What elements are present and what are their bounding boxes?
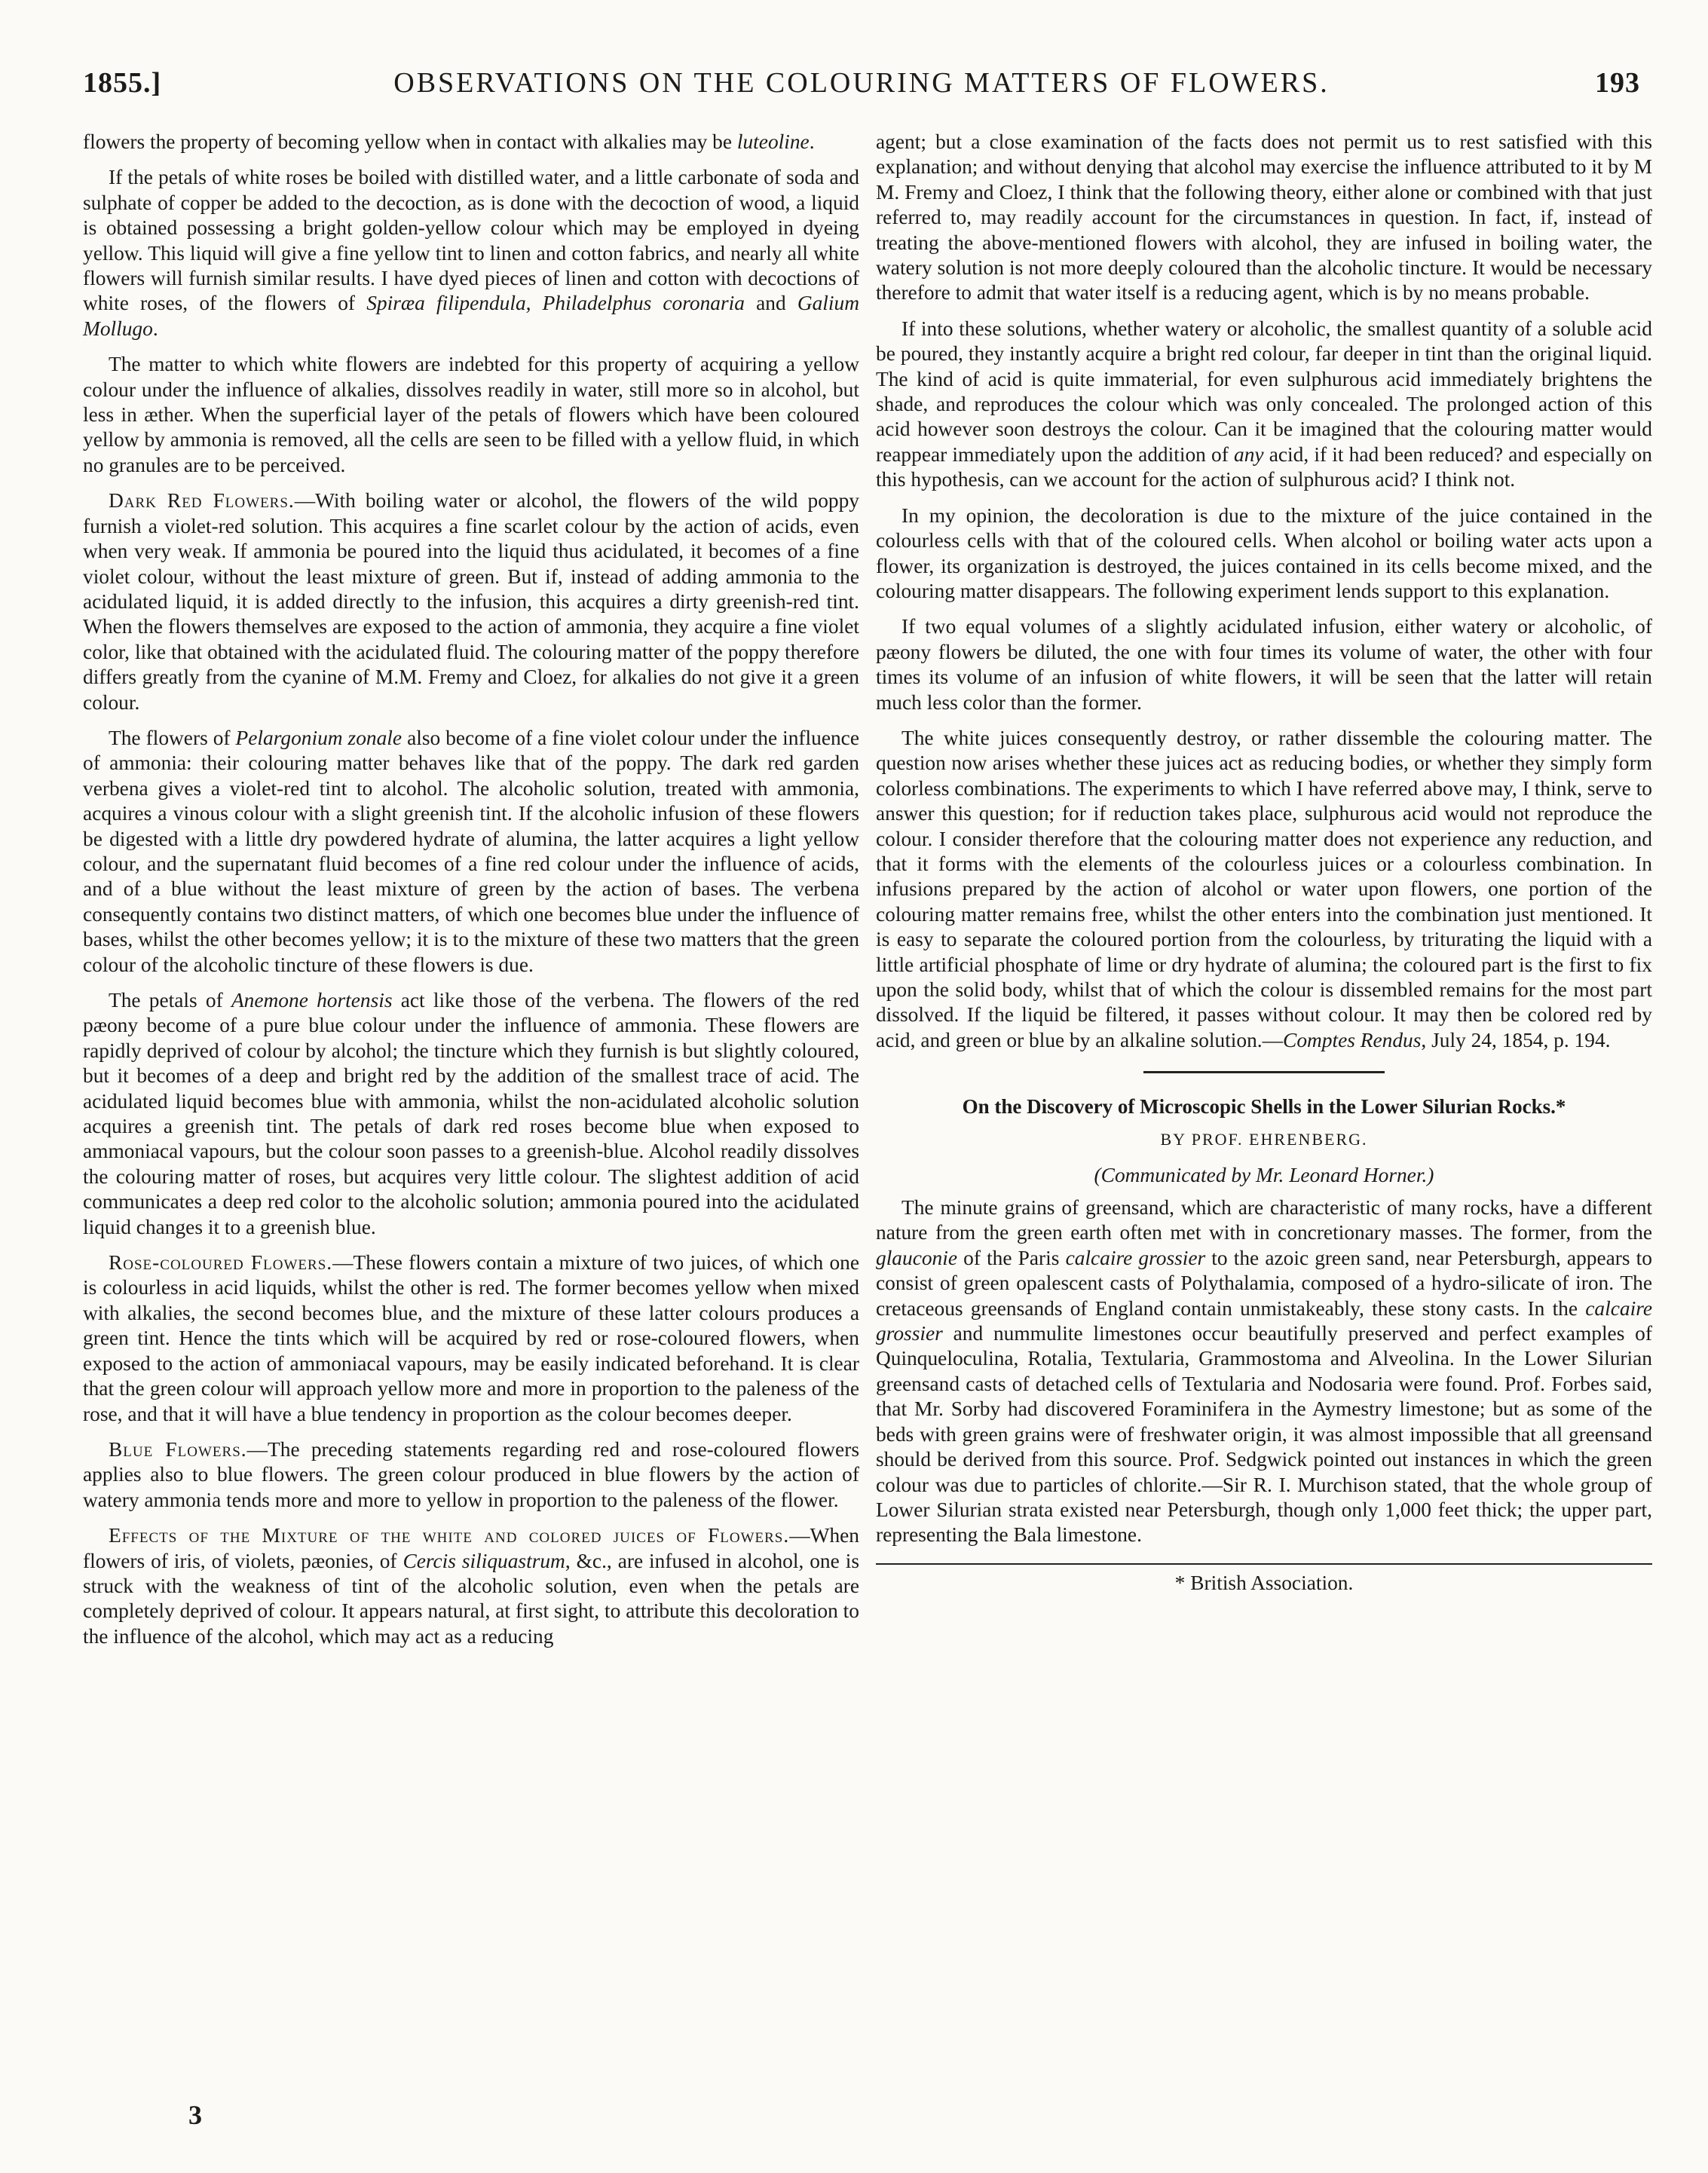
paragraph: Dark Red Flowers.—With boiling water or alcohol, the flowers of the wild poppy furnish a violet-red solution. This acquires a fine scarlet colour by the action of acids, even when very weak. If ammonia be poured into the liquid thus acidulated, it becomes of a fine violet colour, without the least mixture of green. But if, instead of adding ammonia to the acidulated liquid, it is added directly to the infusion, this acquires a dirty greenish-red tint. When the flowers themselves are exposed to the action of ammonia, they acquire a fine violet color, like that obtained with the acidulated fluid. The colouring matter of the poppy therefore differs greatly from the cyanine of M.M. Fremy and Cloez, for alkalies do not give it a green colour. xyxy=(83,489,859,714)
signature-mark: 3 xyxy=(188,2100,202,2130)
paragraph: The petals of Anemone hortensis act like those of the verbena. The flowers of the red pæony become of a pure blue colour under the influence of ammonia. These flowers are rapidly deprived of colour by alcohol; the tincture which they furnish is but slightly coloured, but it becomes of a deep and bright red by the addition of the smallest trace of acid. The acidulated liquid becomes blue with ammonia, whilst the non-acidulated alcoholic solution acquires a greenish tint. The petals of dark red roses become blue when exposed to ammoniacal vapours, but the colour soon passes to a greenish-blue. Alcohol readily dissolves the colouring matter of roses, but acquires very little colour. The slightest addition of acid communicates a deep red color to the alcoholic solution; ammonia poured into the acidulated liquid changes it to a greenish blue. xyxy=(83,989,859,1238)
article-title: On the Discovery of Microscopic Shells in the Lower Silurian Rocks.* xyxy=(962,1095,1566,1119)
paragraph: The flowers of Pelargonium zonale also become of a fine violet colour under the influence of ammonia: their colouring matter behaves like that of the poppy. The dark red garden verbena gives a violet-red tint to alcohol. The alcoholic solution, treated with ammonia, acquires a vinous colour with a slight greenish tint. If the alcoholic infusion of these flowers be digested with a little dry powdered hydrate of alumina, the latter acquires a light yellow colour, and the supernatant fluid becomes of a fine red colour under the influence of acids, and of a blue without the least mixture of green by the action of bases. The verbena consequently contains two distinct matters, of which one becomes blue under the influence of bases, whilst the other becomes yellow; it is to the mixture of these two matters that the green colour of the alcoholic tincture of these flowers is due. xyxy=(83,726,859,976)
article-byline: BY PROF. EHRENBERG. xyxy=(1160,1130,1368,1149)
paragraph: agent; but a close examination of the facts does not permit us to rest satisfied with this explanation; and without denying that alcohol may exercise the influence attributed to it by M M. Fremy and Cloez, I think that the following theory, either alone or combined with that just referred to, may readily account for the circumstances in question. In fact, if, instead of treating the above-mentioned flowers with alcohol, they are infused in boiling water, the watery solution is not more deeply coloured than the alcoholic tincture. It would be necessary therefore to admit that water itself is a reducing agent, which is by no means probable. xyxy=(876,130,1652,305)
paragraph: Effects of the Mixture of the white and colored juices of Flowers.—When flowers of iris, of violets, pæonies, of Cercis siliquastrum, &c., are infused in alcohol, one is struck with the weakness of tint of the alcoholic solution, even when the petals are completely deprived of colour. It appears natural, at first sight, to attribute this decoloration to the influence of the alcohol, which may act as a reducing xyxy=(83,1524,859,1648)
footnote-divider xyxy=(876,1563,1652,1565)
page-number: 193 xyxy=(1595,67,1640,99)
section-divider xyxy=(1143,1071,1385,1073)
paragraph: If into these solutions, whether watery or alcoholic, the smallest quantity of a soluble acid be poured, they instantly acquire a bright red colour, far deeper in tint than the original liquid. The kind of acid is quite immaterial, for even sulphurous acid immediately brightens the shade, and reproduces the colour which was only concealed. The prolonged action of this acid however soon destroys the colour. Can it be imagined that the colouring matter would reappear immediately upon the addition of any acid, if it had been reduced? and especially on this hypothesis, can we account for the action of sulphurous acid? I think not. xyxy=(876,317,1652,491)
right-column xyxy=(876,130,1652,1606)
paragraph: The white juices consequently destroy, or rather dissemble the colouring matter. The question now arises whether these juices act as reducing bodies, or whether they simply form colorless combinations. The experiments to which I have referred above may, I think, serve to answer this question; for if reduction takes place, sulphurous acid would not reproduce the colour. I consider therefore that the colouring matter does not experience any reduction, and that it forms with the elements of the colourless juices or a colourless combination. In infusions prepared by the action of alcohol or water upon flowers, one portion of the colouring matter remains free, whilst the other enters into the combination just mentioned. It is easy to separate the coloured portion from the colourless, by triturating the liquid with a little artificial phosphate of lime or dry hydrate of alumina; the coloured part is the first to fix upon the solid body, whilst that of which the colour is dissembled remains for the most part dissolved. If the liquid be filtered, it passes without colour. It may then be colored red by acid, and green or blue by an alkaline solution.—Comptes Rendus, July 24, 1854, p. 194. xyxy=(876,726,1652,1051)
paragraph: The minute grains of greensand, which are characteristic of many rocks, have a different nature from the green earth often met with in concretionary masses. The former, from the glauconie of the Paris calcaire grossier to the azoic green sand, near Petersburgh, appears to consist of green opalescent casts of Polythalamia, composed of a hydro-silicate of iron. The cretaceous greensands of England contain unmistakeably, these stony casts. In the calcaire grossier and nummulite limestones occur beautifully preserved and perfect examples of Quinqueloculina, Rotalia, Textularia, Grammostoma and Alveolina. In the Lower Silurian greensand casts of detached cells of Textularia and Nodosaria were found. Prof. Forbes said, that Mr. Sorby had discovered Foraminifera in the Aymestry limestone; but as some of the beds with green grains were of freshwater origin, it was almost impossible that all greensand should be derived from this source. Prof. Sedgwick pointed out instances in which the green colour was due to particles of chlorite.—Sir R. I. Murchison stated, that the whole group of Lower Silurian strata existed near Petersburgh, though only 1,000 feet thick; the upper part, representing the Bala limestone. xyxy=(876,1196,1652,1547)
section-heading: Dark Red Flowers. xyxy=(109,489,295,513)
header-year: 1855.] xyxy=(83,67,162,99)
paragraph: If two equal volumes of a slightly acidulated infusion, either watery or alcoholic, of pæony flowers be diluted, the one with four times its volume of water, the other with four times its volume of an infusion of white flowers, it will be seen that the latter will retain much less color than the former. xyxy=(876,615,1652,714)
communicated-by: (Communicated by Mr. Leonard Horner.) xyxy=(1094,1163,1434,1186)
header-title: OBSERVATIONS ON THE COLOURING MATTERS OF FLOWERS. xyxy=(393,67,1330,99)
paragraph: flowers the property of becoming yellow when in contact with alkalies may be luteoline. xyxy=(83,130,815,153)
paragraph: In my opinion, the decoloration is due to the mixture of the juice contained in the colourless cells with that of the coloured cells. When alcohol or boiling water acts upon a flower, its organization is destroyed, the juices contained in its cells become mixed, and the colouring matter disappears. The following experiment lends support to this explanation. xyxy=(876,503,1652,602)
section-heading: Blue Flowers. xyxy=(109,1437,247,1461)
section-heading: Effects of the Mixture of the white and colored juices of Flowers. xyxy=(109,1524,790,1547)
paragraph: If the petals of white roses be boiled with distilled water, and a little carbonate of soda and sulphate of copper be added to the decoction, as is done with the decoction of wood, a liquid is obtained possessing a bright golden-yellow colour which may be employed in dyeing yellow. This liquid will give a fine yellow tint to linen and cotton fabrics, and nearly all white flowers will furnish similar results. I have dyed pieces of linen and cotton with decoctions of white roses, of the flowers of Spiræa filipendula, Philadelphus coronaria and Galium Mollugo. xyxy=(83,166,859,340)
paragraph: Rose-coloured Flowers.—These flowers contain a mixture of two juices, of which one is colourless in acid liquids, whilst the other is red. The former becomes yellow when mixed with alkalies, the second becomes blue, and the mixture of these latter colours produces a green tint. Hence the tints which will be acquired by red or rose-coloured flowers, when exposed to the action of ammoniacal vapours, may be easily indicated beforehand. It is clear that the green colour will approach yellow more and more in proportion to the paleness of the rose, and that it will have a blue tendency in proportion as the colour becomes deeper. xyxy=(83,1251,860,1425)
paragraph: The matter to which white flowers are indebted for this property of acquiring a yellow colour under the influence of alkalies, dissolves readily in water, still more so in alcohol, but less in æther. When the superficial layer of the petals of flowers which have been coloured yellow by ammonia is removed, all the cells are seen to be filled with a yellow fluid, in which no granules are to be perceived. xyxy=(83,353,859,476)
section-heading: Rose-coloured Flowers. xyxy=(109,1251,333,1275)
paragraph: Blue Flowers.—The preceding statements regarding red and rose-coloured flowers applies also to blue flowers. The green colour produced in blue flowers by the action of watery ammonia tends more and more to yellow in proportion to the paleness of the flower. xyxy=(83,1437,859,1511)
left-column xyxy=(83,130,859,1660)
footnote: * British Association. xyxy=(1174,1571,1354,1594)
running-header xyxy=(83,66,1640,112)
